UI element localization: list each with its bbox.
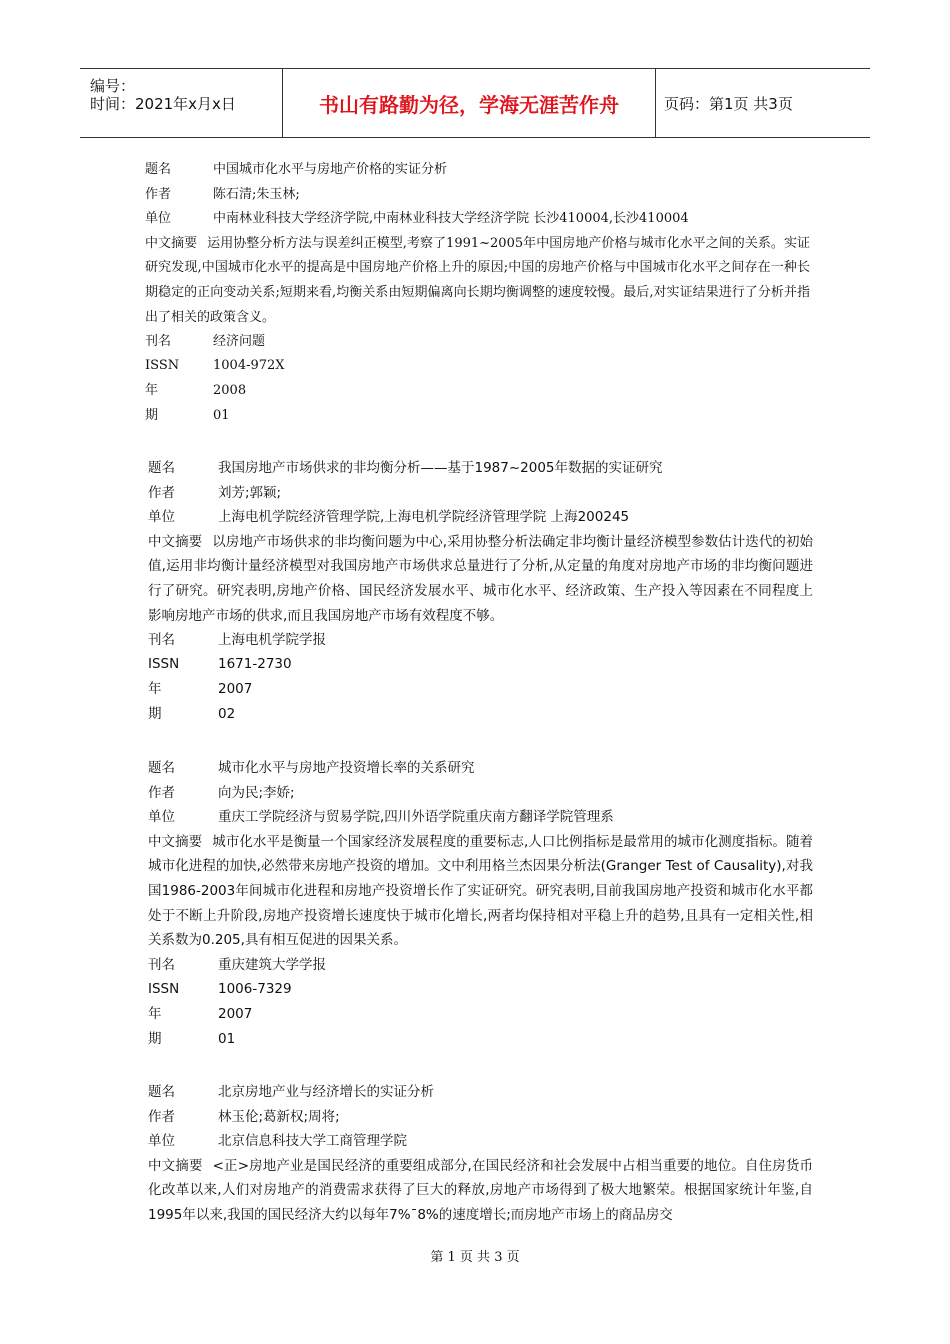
paper-unit: 北京信息科技大学工商管理学院 xyxy=(218,1133,407,1150)
paper-unit: 中南林业科技大学经济学院,中南林业科技大学经济学院 长沙410004,长沙410004 xyxy=(213,211,689,227)
abstract-label: 中文摘要 xyxy=(148,833,203,850)
year-label: 年 xyxy=(148,1005,162,1022)
paper-title: 城市化水平与房地产投资增长率的关系研究 xyxy=(218,760,475,776)
title-label: 题名 xyxy=(148,760,175,776)
paper-author: 刘芳;郭颖; xyxy=(218,484,282,501)
author-label: 作者 xyxy=(148,1108,175,1125)
issue-label: 期 xyxy=(148,1030,162,1047)
paper-title: 中国城市化水平与房地产价格的实证分析 xyxy=(213,162,448,177)
paper-journal: 上海电机学院学报 xyxy=(218,631,326,648)
paper-issue: 01 xyxy=(218,1030,236,1047)
paper-abstract: 城市化水平是衡量一个国家经济发展程度的重要标志,人口比例指标是最常用的城市化测度指标。随着城市化进程的加快,必然带来房地产投资的增加。文中利用格兰杰因果分析法(Granger Test of Causality),对我国1986-2003年间城市化进程和房地产投资增长作了实证研究。研究表明,目前我国房地产投资和城市化水平都处于不断上升阶段,房地产投资增长速度快于城市化增长,两者均保持相对平稳上升的趋势,且具有一定相关性,相关系数为0.205,具有相互促进的因果关系。 xyxy=(148,833,814,949)
unit-label: 单位 xyxy=(145,211,172,227)
time-label: 时间：2021年x月x日 xyxy=(90,95,236,113)
issue-label: 期 xyxy=(148,705,162,722)
paper-journal: 经济问题 xyxy=(213,333,266,349)
title-label: 题名 xyxy=(145,162,172,177)
paper-author: 向为民;李娇; xyxy=(218,784,295,801)
journal-label: 刊名 xyxy=(148,956,175,973)
author-label: 作者 xyxy=(145,186,172,202)
paper-year: 2007 xyxy=(218,1005,253,1022)
issn-label: ISSN xyxy=(145,358,180,374)
number-label: 编号： xyxy=(90,77,136,95)
paper-issn: 1671-2730 xyxy=(218,656,292,673)
paper-abstract: <正>房地产业是国民经济的重要组成部分,在国民经济和社会发展中占相当重要的地位。自住房货币化改革以来,人们对房地产的消费需求获得了巨大的释放,房地产市场得到了极大地繁荣。根据国家统计年鉴,自1995年以来,我国的国民经济大约以每年7%¯8%的速度增长;而房地产市场上的商品房交 xyxy=(148,1157,813,1223)
unit-label: 单位 xyxy=(148,809,175,826)
title-label: 题名 xyxy=(148,1084,175,1100)
paper-author: 陈石清;朱玉林; xyxy=(213,186,300,202)
title-label: 题名 xyxy=(148,460,175,476)
paper-abstract: 以房地产市场供求的非均衡问题为中心,采用协整分析法确定非均衡计量经济模型参数估计迭代的初始值,运用非均衡计量经济模型对我国房地产市场供求总量进行了分析,从定量的角度对房地产市场的非均衡问题进行了研究。研究表明,房地产价格、国民经济发展水平、城市化水平、经济政策、生产投入等因素在不同程度上影响房地产市场的供求,而且我国房地产市场有效程度不够。 xyxy=(148,533,814,624)
page-header xyxy=(80,68,870,138)
page-label: 页码：第1页 共3页 xyxy=(664,94,793,113)
paper-year: 2007 xyxy=(218,680,253,697)
paper-entry-1 xyxy=(145,158,810,428)
paper-entry-3 xyxy=(148,756,813,1051)
page-footer: 第 1 页 共 3 页 xyxy=(430,1250,520,1265)
paper-issn: 1004-972X xyxy=(213,358,285,374)
paper-issue: 01 xyxy=(213,407,230,423)
paper-title: 北京房地产业与经济增长的实证分析 xyxy=(218,1084,434,1100)
paper-issn: 1006-7329 xyxy=(218,981,292,998)
motto: 书山有路勤为径，学海无涯苦作舟 xyxy=(282,69,656,137)
abstract-label: 中文摘要 xyxy=(145,235,198,251)
paper-journal: 重庆建筑大学学报 xyxy=(218,956,326,973)
unit-label: 单位 xyxy=(148,509,175,526)
year-label: 年 xyxy=(145,382,159,398)
paper-unit: 重庆工学院经济与贸易学院,四川外语学院重庆南方翻译学院管理系 xyxy=(218,809,614,826)
abstract-label: 中文摘要 xyxy=(148,533,203,550)
issn-label: ISSN xyxy=(148,981,180,998)
paper-entry-4 xyxy=(148,1080,813,1228)
paper-entry-2 xyxy=(148,456,813,726)
paper-abstract: 运用协整分析方法与误差纠正模型,考察了1991~2005年中国房地产价格与城市化水平之间的关系。实证研究发现,中国城市化水平的提高是中国房地产价格上升的原因;中国的房地产价格与中国城市化水平之间存在一种长期稳定的正向变动关系;短期来看,均衡关系由短期偏离向长期均衡调整的速度较慢。最后,对实证结果进行了分析并指出了相关的政策含义。 xyxy=(145,235,810,325)
unit-label: 单位 xyxy=(148,1133,175,1150)
paper-title: 我国房地产市场供求的非均衡分析——基于1987~2005年数据的实证研究 xyxy=(218,460,663,476)
author-label: 作者 xyxy=(148,784,175,801)
issn-label: ISSN xyxy=(148,656,180,673)
header-left-cell xyxy=(80,69,282,137)
paper-unit: 上海电机学院经济管理学院,上海电机学院经济管理学院 上海200245 xyxy=(218,509,630,526)
journal-label: 刊名 xyxy=(148,631,175,648)
paper-year: 2008 xyxy=(213,382,247,398)
journal-label: 刊名 xyxy=(145,333,172,349)
issue-label: 期 xyxy=(145,407,159,423)
paper-issue: 02 xyxy=(218,705,236,722)
paper-author: 林玉伦;葛新权;周将; xyxy=(218,1108,340,1125)
abstract-label: 中文摘要 xyxy=(148,1157,203,1174)
author-label: 作者 xyxy=(148,484,175,501)
year-label: 年 xyxy=(148,680,162,697)
